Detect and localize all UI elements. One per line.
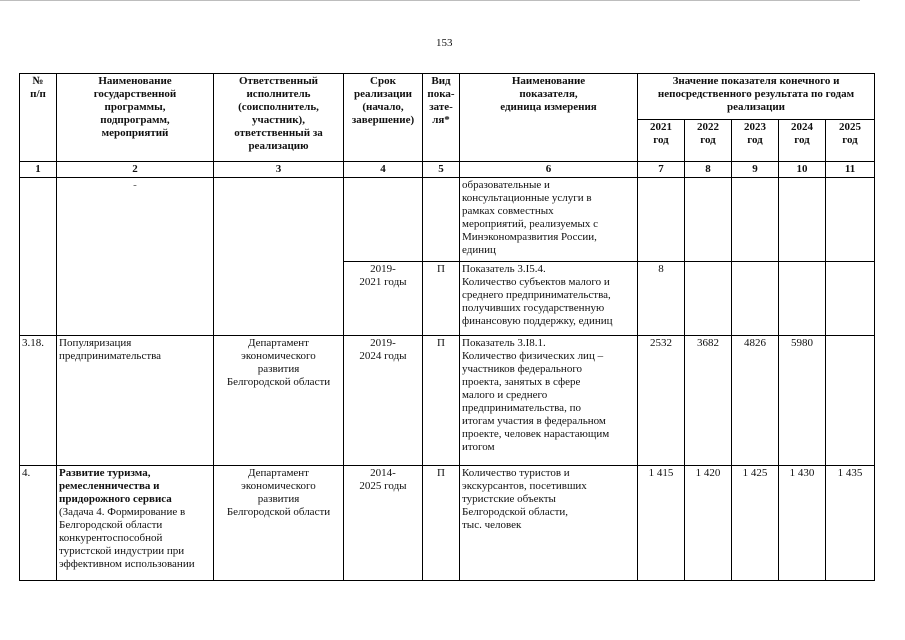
header-responsible: Ответственный исполнитель (соисполнитель, участник), ответственный за реализацию (214, 74, 344, 162)
table-row-continuation (20, 178, 875, 262)
col-number: 5 (423, 162, 460, 178)
cell-value (826, 178, 875, 262)
header-indicator: Наименование показателя, единица измерения (460, 74, 638, 162)
cell-value (826, 262, 875, 336)
cell-name: - (57, 178, 214, 336)
col-number: 6 (460, 162, 638, 178)
cell-value: 1 430 (779, 466, 826, 581)
cell-term: 2019- 2021 годы (344, 262, 423, 336)
col-number: 11 (826, 162, 875, 178)
page-number: 153 (436, 37, 453, 49)
header-row-1 (20, 74, 875, 120)
cell-responsible: Департамент экономического развития Белгородской области (214, 336, 344, 466)
header-year: 2021 год (638, 120, 685, 162)
cell-value (732, 178, 779, 262)
header-type: Вид пока- зате- ля* (423, 74, 460, 162)
cell-no (20, 178, 57, 336)
header-year: 2025 год (826, 120, 875, 162)
cell-value: 8 (638, 262, 685, 336)
cell-value: 1 425 (732, 466, 779, 581)
cell-value (685, 262, 732, 336)
cell-type: П (423, 262, 460, 336)
cell-term: 2014- 2025 годы (344, 466, 423, 581)
cell-indicator: Показатель 3.I8.1. Количество физических лиц – участников федерального проекта, занятых в сфере малого и среднего предпринимательства, по итогам участия в федеральном проекте, человек нарастающим итогом (460, 336, 638, 466)
col-number: 3 (214, 162, 344, 178)
cell-no: 4. (20, 466, 57, 581)
indicator-table (19, 73, 875, 581)
cell-value (826, 336, 875, 466)
cell-value: 5980 (779, 336, 826, 466)
cell-indicator: образовательные и консультационные услуги в рамках совместных мероприятий, реализуемых с Минэкономразвития России, единиц (460, 178, 638, 262)
col-number: 1 (20, 162, 57, 178)
cell-type: П (423, 466, 460, 581)
header-program-name: Наименование государственной программы, подпрограмм, мероприятий (57, 74, 214, 162)
table-row-4 (20, 466, 875, 581)
table-row-3-18 (20, 336, 875, 466)
header-no: № п/п (20, 74, 57, 162)
cell-value (779, 178, 826, 262)
col-number: 7 (638, 162, 685, 178)
col-number: 8 (685, 162, 732, 178)
cell-value (685, 178, 732, 262)
top-rule (0, 0, 860, 1)
header-year: 2022 год (685, 120, 732, 162)
cell-responsible: Департамент экономического развития Белгородской области (214, 466, 344, 581)
cell-name (57, 466, 214, 581)
col-number: 10 (779, 162, 826, 178)
col-number: 9 (732, 162, 779, 178)
col-number: 4 (344, 162, 423, 178)
header-year: 2023 год (732, 120, 779, 162)
header-values-group: Значение показателя конечного и непосредственного результата по годам реализации (638, 74, 875, 120)
cell-no: 3.18. (20, 336, 57, 466)
cell-indicator: Количество туристов и экскурсантов, посетивших туристские объекты Белгородской области, тыс. человек (460, 466, 638, 581)
cell-value: 4826 (732, 336, 779, 466)
cell-name-bold: Развитие туризма, ремесленничества и придорожного сервиса (59, 467, 172, 505)
cell-value (638, 178, 685, 262)
header-year: 2024 год (779, 120, 826, 162)
cell-value: 1 415 (638, 466, 685, 581)
cell-term (344, 178, 423, 262)
cell-value: 1 420 (685, 466, 732, 581)
cell-value: 1 435 (826, 466, 875, 581)
col-number: 2 (57, 162, 214, 178)
cell-indicator: Показатель 3.I5.4. Количество субъектов малого и среднего предпринимательства, получивших государственную финансовую поддержку, единиц (460, 262, 638, 336)
cell-type: П (423, 336, 460, 466)
cell-value (732, 262, 779, 336)
cell-responsible (214, 178, 344, 336)
column-number-row (20, 162, 875, 178)
cell-term: 2019- 2024 годы (344, 336, 423, 466)
header-term: Срок реализации (начало, завершение) (344, 74, 423, 162)
cell-value (779, 262, 826, 336)
cell-name-rest: (Задача 4. Формирование в Белгородской области конкурентоспособной туристской индустрии при эффективном использовании (59, 506, 195, 570)
cell-value: 2532 (638, 336, 685, 466)
cell-type (423, 178, 460, 262)
cell-value: 3682 (685, 336, 732, 466)
cell-name: Популяризация предпринимательства (57, 336, 214, 466)
